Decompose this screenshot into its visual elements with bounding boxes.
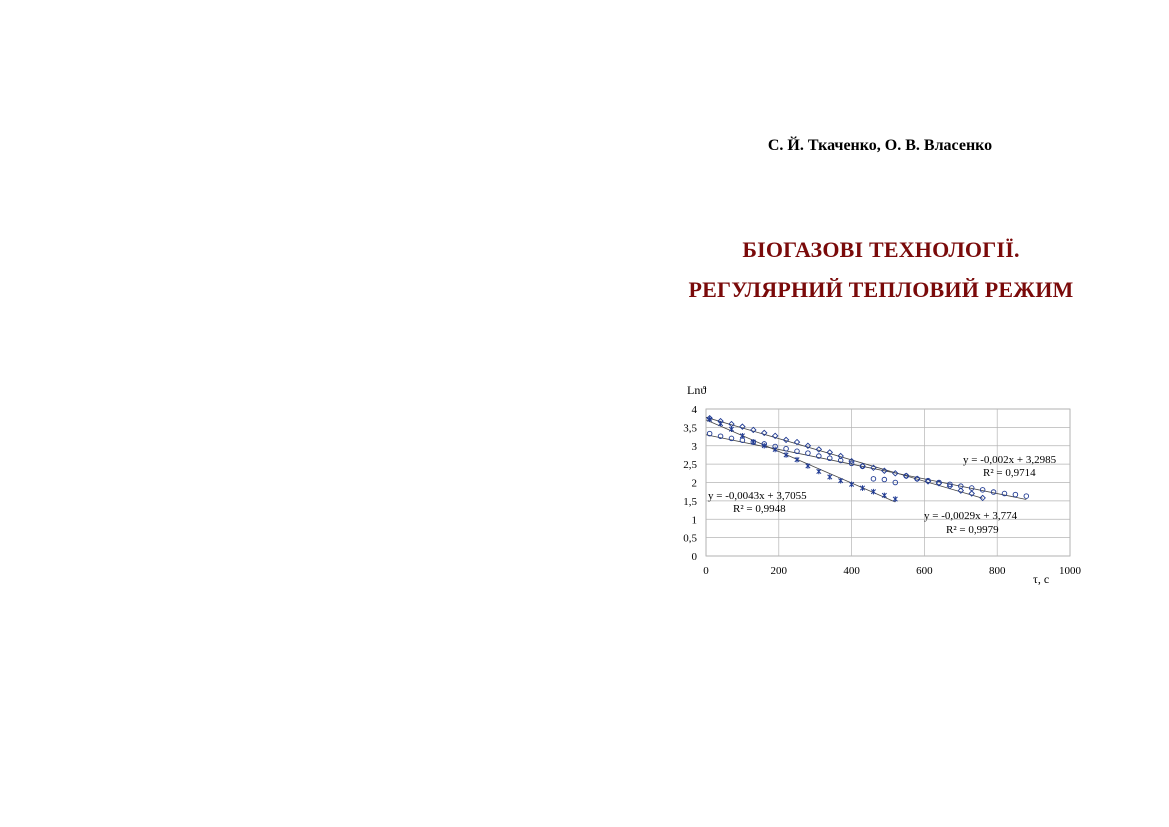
y-tick-label: 2,5 — [683, 459, 697, 472]
x-tick-label: 200 — [770, 565, 788, 577]
trendline-series-1 — [706, 417, 983, 498]
x-tick-label: 600 — [916, 565, 933, 577]
data-point-series-3 — [849, 482, 853, 488]
r2-series-2: R² = 0,9714 — [983, 467, 1036, 479]
y-tick-label: 0,5 — [683, 532, 697, 545]
data-point-series-3 — [751, 439, 755, 445]
data-point-series-2 — [980, 488, 985, 493]
data-point-series-2 — [871, 477, 876, 482]
data-point-series-3 — [729, 426, 733, 432]
y-tick-label: 1 — [691, 514, 697, 527]
data-point-series-3 — [893, 496, 897, 502]
data-point-series-3 — [740, 433, 744, 439]
title-line-1: БІОГАЗОВІ ТЕХНОЛОГІЇ. — [742, 237, 1020, 262]
y-tick-label: 1,5 — [683, 495, 697, 508]
y-tick-label: 3 — [691, 440, 697, 453]
data-point-series-3 — [828, 474, 832, 480]
r2-series-3: R² = 0,9948 — [733, 503, 786, 515]
data-point-series-2 — [784, 446, 789, 451]
x-tick-label: 0 — [703, 565, 709, 577]
authors: С. Й. Ткаченко, О. В. Власенко — [767, 137, 993, 154]
y-axis-label: Lnϑ — [687, 383, 707, 397]
y-tick-label: 3,5 — [683, 422, 697, 435]
r2-series-1: R² = 0,9979 — [946, 524, 999, 536]
y-tick-label: 2 — [691, 477, 697, 490]
y-tick-label: 4 — [691, 404, 697, 416]
x-tick-label: 400 — [843, 565, 860, 577]
x-tick-label: 800 — [988, 565, 1006, 577]
data-point-series-2 — [991, 490, 996, 495]
equation-series-2: y = -0,002x + 3,2985 — [963, 454, 1057, 466]
equation-series-3: y = -0,0043x + 3,7055 — [708, 490, 807, 502]
data-point-series-3 — [817, 469, 821, 475]
title-line-2: РЕГУЛЯРНИЙ ТЕПЛОВИЙ РЕЖИМ — [688, 277, 1074, 302]
data-point-series-3 — [718, 421, 722, 427]
x-axis-label: τ, с — [1033, 572, 1050, 586]
regular-mode-chart — [660, 378, 1100, 608]
data-point-series-3 — [882, 493, 886, 499]
equation-series-1: y = -0,0029x + 3,774 — [924, 510, 1018, 522]
data-point-series-2 — [1024, 494, 1029, 499]
data-point-series-3 — [806, 463, 810, 469]
data-point-series-3 — [838, 478, 842, 484]
y-tick-label: 0 — [691, 551, 697, 563]
chart-grid — [706, 409, 1070, 556]
data-point-series-2 — [1013, 492, 1018, 497]
x-tick-label: 1000 — [1059, 565, 1081, 577]
data-point-series-2 — [882, 477, 887, 482]
data-point-series-2 — [806, 451, 811, 456]
